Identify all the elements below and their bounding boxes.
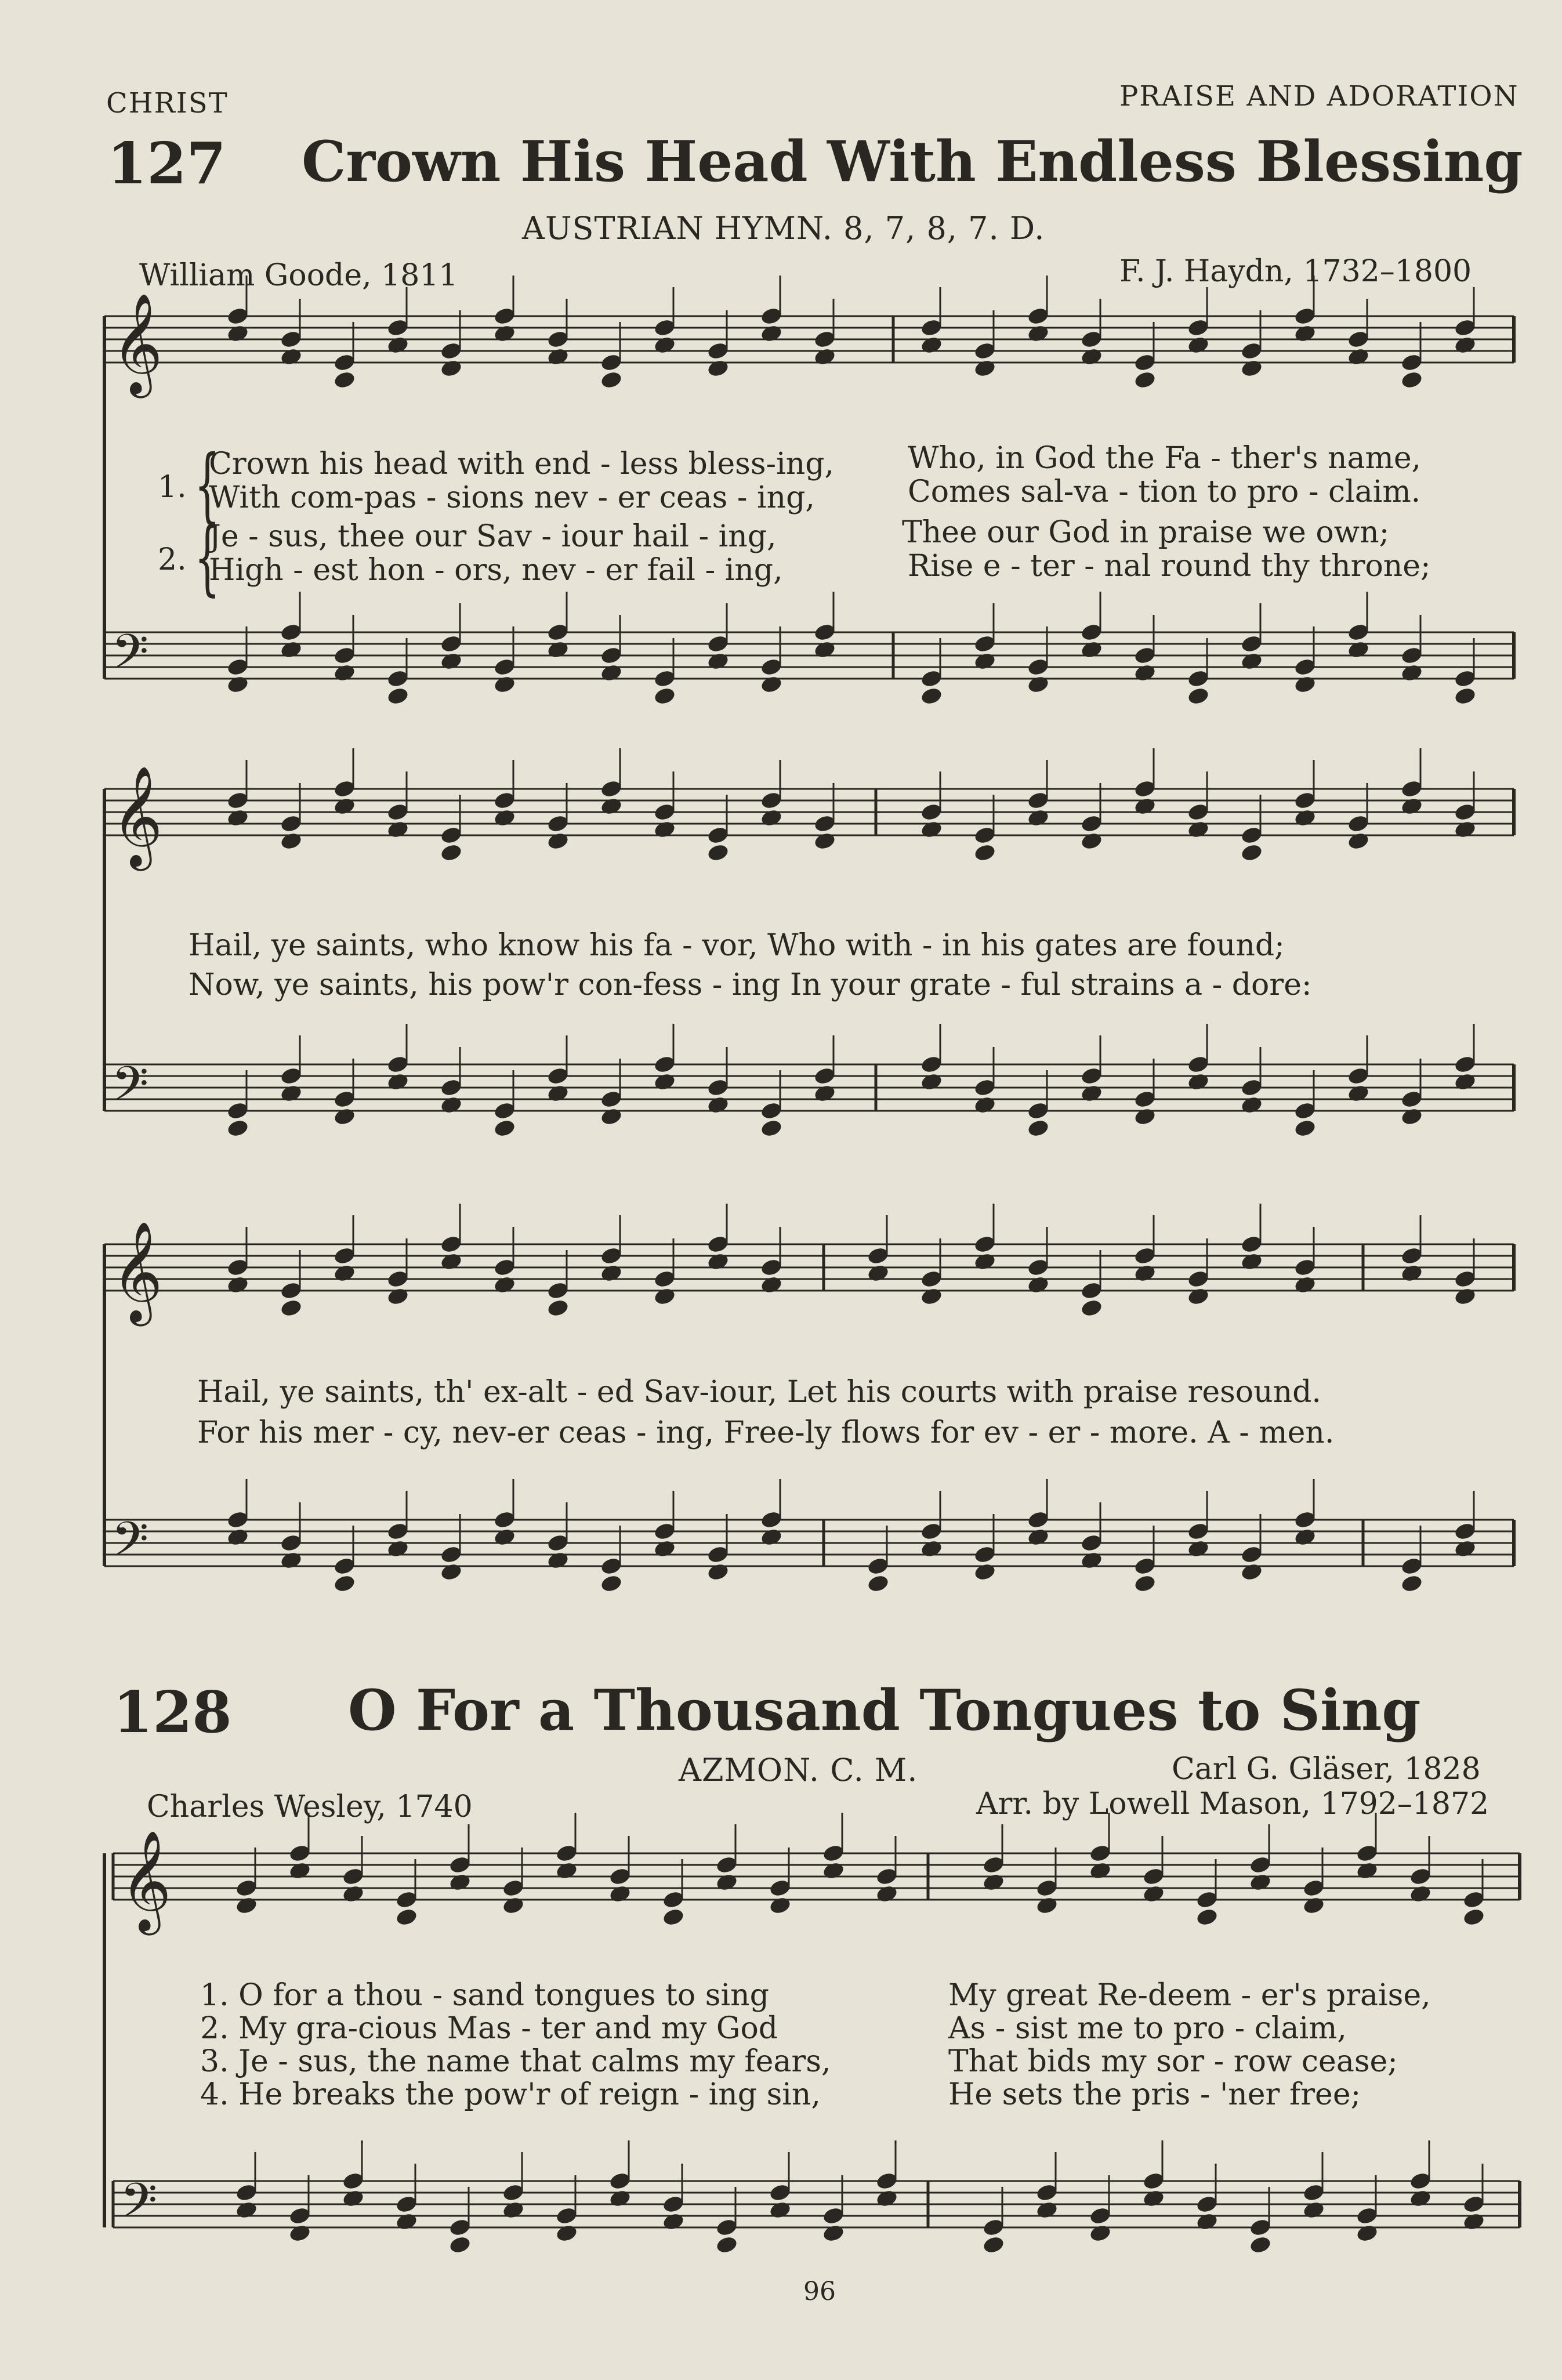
note-head <box>1133 1107 1157 1126</box>
note-head <box>226 1275 249 1295</box>
treble-clef: 𝄞 <box>111 293 163 394</box>
note-head <box>1240 1562 1263 1582</box>
running-header-right: PRAISE AND ADORATION <box>1119 80 1519 113</box>
note-head <box>920 1539 943 1559</box>
note-head <box>920 686 943 706</box>
hymn-127-tune: AUSTRIAN HYMN. 8, 7, 8, 7. D. <box>522 210 1045 247</box>
note-head <box>280 347 303 367</box>
note-head <box>1080 831 1103 851</box>
note-head <box>1249 2235 1272 2255</box>
note-head <box>333 370 356 390</box>
note-head <box>1080 1084 1103 1103</box>
note-head <box>600 796 623 816</box>
note-head <box>1187 820 1210 839</box>
note-head <box>333 796 356 816</box>
note-head <box>280 1084 303 1103</box>
note-head <box>715 2235 738 2255</box>
note-head <box>1454 335 1477 355</box>
note-head <box>1400 370 1423 390</box>
note-head <box>1027 808 1050 828</box>
note-head <box>1027 1118 1050 1138</box>
note-head <box>1187 1072 1210 1092</box>
note-head <box>1293 324 1317 343</box>
note-head <box>1080 640 1103 660</box>
note-head <box>1027 324 1050 343</box>
lyric-line: My great Re-deem - er's praise, <box>948 1978 1431 2013</box>
note-head <box>1249 1872 1272 1892</box>
note-head <box>386 1539 409 1559</box>
note-head <box>440 651 463 671</box>
note-head <box>1027 675 1050 694</box>
note-head <box>1400 1107 1423 1126</box>
note-head <box>1195 1907 1219 1927</box>
note-head <box>973 651 996 671</box>
note-head <box>502 1896 525 1915</box>
note-head <box>1142 1884 1165 1904</box>
note-head <box>822 1861 845 1881</box>
note-head <box>1356 1861 1379 1881</box>
note-head <box>813 640 836 660</box>
note-head <box>342 1884 365 1904</box>
note-head <box>448 2235 472 2255</box>
note-head <box>1409 2189 1432 2208</box>
hymn-127-composer: F. J. Haydn, 1732–1800 <box>1119 254 1472 289</box>
note-head <box>1240 1095 1263 1115</box>
note-head <box>867 1263 890 1283</box>
note-head <box>973 1095 996 1115</box>
note-head <box>706 358 730 378</box>
note-head <box>653 686 676 706</box>
note-head <box>493 324 516 343</box>
note-head <box>280 1551 303 1570</box>
note-head <box>333 663 356 683</box>
note-head <box>1027 1527 1050 1547</box>
note-head <box>1240 651 1263 671</box>
note-head <box>715 1872 738 1892</box>
note-head <box>1133 370 1157 390</box>
note-head <box>1293 808 1317 828</box>
note-head <box>1462 1907 1485 1927</box>
note-head <box>920 335 943 355</box>
lyric-line: Thee our God in praise we own; <box>902 515 1390 550</box>
note-head <box>1080 1551 1103 1570</box>
running-header-left: CHRIST <box>106 87 229 119</box>
hymn-128-title: O For a Thousand Tongues to Sing <box>348 1678 1421 1743</box>
note-head <box>1454 1287 1477 1306</box>
hymn-127-title: Crown His Head With Endless Blessing <box>302 129 1523 194</box>
note-head <box>226 1527 249 1547</box>
note-head <box>1027 1275 1050 1295</box>
note-head <box>386 686 409 706</box>
note-head <box>1240 843 1263 863</box>
note-head <box>608 1884 632 1904</box>
note-head <box>1293 675 1317 694</box>
note-head <box>493 675 516 694</box>
bass-clef: 𝄢 <box>120 2172 158 2240</box>
note-head <box>386 820 409 839</box>
note-head <box>1133 1574 1157 1593</box>
note-head <box>280 1298 303 1318</box>
note-head <box>440 358 463 378</box>
note-head <box>813 347 836 367</box>
note-head <box>1133 663 1157 683</box>
note-head <box>502 2200 525 2220</box>
lyric-line: Comes sal-va - tion to pro - claim. <box>908 474 1421 509</box>
note-head <box>920 1072 943 1092</box>
note-head <box>600 1263 623 1283</box>
note-head <box>546 347 570 367</box>
note-head <box>1454 1072 1477 1092</box>
brace-verse-2: { <box>194 510 220 605</box>
note-head <box>280 640 303 660</box>
note-head <box>662 2212 685 2232</box>
lyric-line: He sets the pris - 'ner free; <box>948 2077 1361 2112</box>
treble-clef: 𝄞 <box>111 1221 163 1322</box>
lyric-line: Rise e - ter - nal round thy throne; <box>908 549 1431 584</box>
note-head <box>440 1252 463 1271</box>
note-head <box>1240 1252 1263 1271</box>
note-head <box>226 808 249 828</box>
note-head <box>1089 2223 1112 2243</box>
hymn-128-composer: Carl G. Gläser, 1828 <box>1172 1752 1481 1787</box>
note-head <box>653 1287 676 1306</box>
note-head <box>1462 2212 1485 2232</box>
note-head <box>706 1562 730 1582</box>
verse-number-2: 2. <box>158 542 187 577</box>
note-head <box>555 2223 578 2243</box>
note-head <box>875 2189 898 2208</box>
note-head <box>1089 1861 1112 1881</box>
bass-clef: 𝄢 <box>111 1056 149 1124</box>
lyric-line: High - est hon - ors, nev - er fail - ing, <box>209 553 783 588</box>
note-head <box>1035 1896 1059 1915</box>
note-head <box>973 843 996 863</box>
note-head <box>1347 640 1370 660</box>
note-head <box>1409 1884 1432 1904</box>
note-head <box>1133 1263 1157 1283</box>
note-head <box>333 1263 356 1283</box>
note-head <box>1400 796 1423 816</box>
note-head <box>600 1574 623 1593</box>
note-head <box>973 1252 996 1271</box>
hymn-127-author: William Goode, 1811 <box>139 258 458 293</box>
note-head <box>1356 2223 1379 2243</box>
bass-clef: 𝄢 <box>111 1511 149 1579</box>
note-head <box>1142 2189 1165 2208</box>
note-head <box>973 358 996 378</box>
note-head <box>982 1872 1005 1892</box>
note-head <box>760 1118 783 1138</box>
lyric-line: 4. He breaks the pow'r of reign - ing sin, <box>200 2077 821 2112</box>
note-head <box>1293 1527 1317 1547</box>
note-head <box>226 1118 249 1138</box>
note-head <box>1080 1298 1103 1318</box>
note-head <box>662 1907 685 1927</box>
note-head <box>706 651 730 671</box>
note-head <box>1454 820 1477 839</box>
lyric-line: Je - sus, thee our Sav - iour hail - ing, <box>209 519 777 554</box>
note-head <box>867 1574 890 1593</box>
note-head <box>1240 358 1263 378</box>
note-head <box>546 640 570 660</box>
note-head <box>1347 1084 1370 1103</box>
lyric-line: 1. O for a thou - sand tongues to sing <box>200 1978 769 2013</box>
note-head <box>493 1527 516 1547</box>
note-head <box>288 2223 311 2243</box>
note-head <box>1347 347 1370 367</box>
note-head <box>1035 2200 1059 2220</box>
note-head <box>546 831 570 851</box>
note-head <box>546 1551 570 1570</box>
note-head <box>1187 335 1210 355</box>
lyric-line: Now, ye saints, his pow'r con-fess - ing In your grate - ful strains a - dore: <box>189 968 1312 1002</box>
note-head <box>653 1072 676 1092</box>
note-head <box>875 1884 898 1904</box>
note-head <box>813 1084 836 1103</box>
note-head <box>760 808 783 828</box>
note-head <box>333 1574 356 1593</box>
note-head <box>386 1287 409 1306</box>
page-number: 96 <box>803 2277 836 2306</box>
note-head <box>333 1107 356 1126</box>
hymn-128-arranger: Arr. by Lowell Mason, 1792–1872 <box>976 1787 1489 1821</box>
note-head <box>235 1896 258 1915</box>
lyric-line: With com-pas - sions nev - er ceas - ing, <box>209 480 815 515</box>
note-head <box>1195 2212 1219 2232</box>
lyric-line: Hail, ye saints, th' ex-alt - ed Sav-iour, Let his courts with praise resound. <box>197 1375 1321 1410</box>
lyric-line: Who, in God the Fa - ther's name, <box>908 441 1422 476</box>
note-head <box>920 1287 943 1306</box>
note-head <box>982 2235 1005 2255</box>
note-head <box>395 1907 418 1927</box>
note-head <box>760 675 783 694</box>
note-head <box>1187 686 1210 706</box>
note-head <box>386 335 409 355</box>
note-head <box>288 1861 311 1881</box>
note-head <box>760 324 783 343</box>
note-head <box>706 843 730 863</box>
treble-clef: 𝄞 <box>111 766 163 867</box>
lyric-line: That bids my sor - row cease; <box>948 2044 1398 2079</box>
note-head <box>493 1118 516 1138</box>
note-head <box>1133 796 1157 816</box>
note-head <box>813 831 836 851</box>
note-head <box>706 1095 730 1115</box>
treble-clef: 𝄞 <box>120 1830 172 1931</box>
note-head <box>1400 1263 1423 1283</box>
note-head <box>386 1072 409 1092</box>
note-head <box>440 1562 463 1582</box>
note-head <box>1347 831 1370 851</box>
note-head <box>822 2223 845 2243</box>
note-head <box>448 1872 472 1892</box>
note-head <box>1400 1574 1423 1593</box>
note-head <box>600 663 623 683</box>
note-head <box>1454 1539 1477 1559</box>
note-head <box>546 1084 570 1103</box>
hymn-127-number: 127 <box>107 131 226 197</box>
note-head <box>608 2189 632 2208</box>
note-head <box>1293 1118 1317 1138</box>
note-head <box>1400 663 1423 683</box>
lyric-line: For his mer - cy, nev-er ceas - ing, Free-ly flows for ev - er - more. A - men. <box>197 1415 1335 1450</box>
lyric-line: As - sist me to pro - claim, <box>948 2011 1347 2046</box>
note-head <box>546 1298 570 1318</box>
note-head <box>395 2212 418 2232</box>
note-head <box>769 2200 792 2220</box>
note-head <box>493 1275 516 1295</box>
note-head <box>653 820 676 839</box>
brace-verse-1: { <box>194 438 220 532</box>
bass-clef: 𝄢 <box>111 624 149 691</box>
note-head <box>226 324 249 343</box>
note-head <box>760 1275 783 1295</box>
note-head <box>653 1539 676 1559</box>
lyric-line: Hail, ye saints, who know his fa - vor, Who with - in his gates are found; <box>189 928 1285 963</box>
note-head <box>973 1562 996 1582</box>
note-head <box>226 675 249 694</box>
note-head <box>235 2200 258 2220</box>
note-head <box>280 831 303 851</box>
note-head <box>1187 1287 1210 1306</box>
note-head <box>342 2189 365 2208</box>
verse-number-1: 1. <box>158 470 187 505</box>
note-head <box>493 808 516 828</box>
note-head <box>440 843 463 863</box>
note-head <box>600 1107 623 1126</box>
note-head <box>440 1095 463 1115</box>
note-head <box>600 370 623 390</box>
note-head <box>1454 686 1477 706</box>
note-head <box>1302 1896 1325 1915</box>
lyric-line: 2. My gra-cious Mas - ter and my God <box>200 2011 778 2046</box>
hymn-128-number: 128 <box>113 1679 232 1746</box>
note-head <box>1080 347 1103 367</box>
note-head <box>760 1527 783 1547</box>
note-head <box>1293 1275 1317 1295</box>
note-head <box>706 1252 730 1271</box>
note-head <box>555 1861 578 1881</box>
note-head <box>1302 2200 1325 2220</box>
note-head <box>653 335 676 355</box>
lyric-line: 3. Je - sus, the name that calms my fears, <box>200 2044 831 2079</box>
note-head <box>769 1896 792 1915</box>
hymn-128-tune: AZMON. C. M. <box>679 1752 918 1788</box>
hymn-128-author: Charles Wesley, 1740 <box>147 1789 473 1824</box>
lyric-line: Crown his head with end - less bless-ing, <box>209 447 835 481</box>
note-head <box>920 820 943 839</box>
note-head <box>1187 1539 1210 1559</box>
